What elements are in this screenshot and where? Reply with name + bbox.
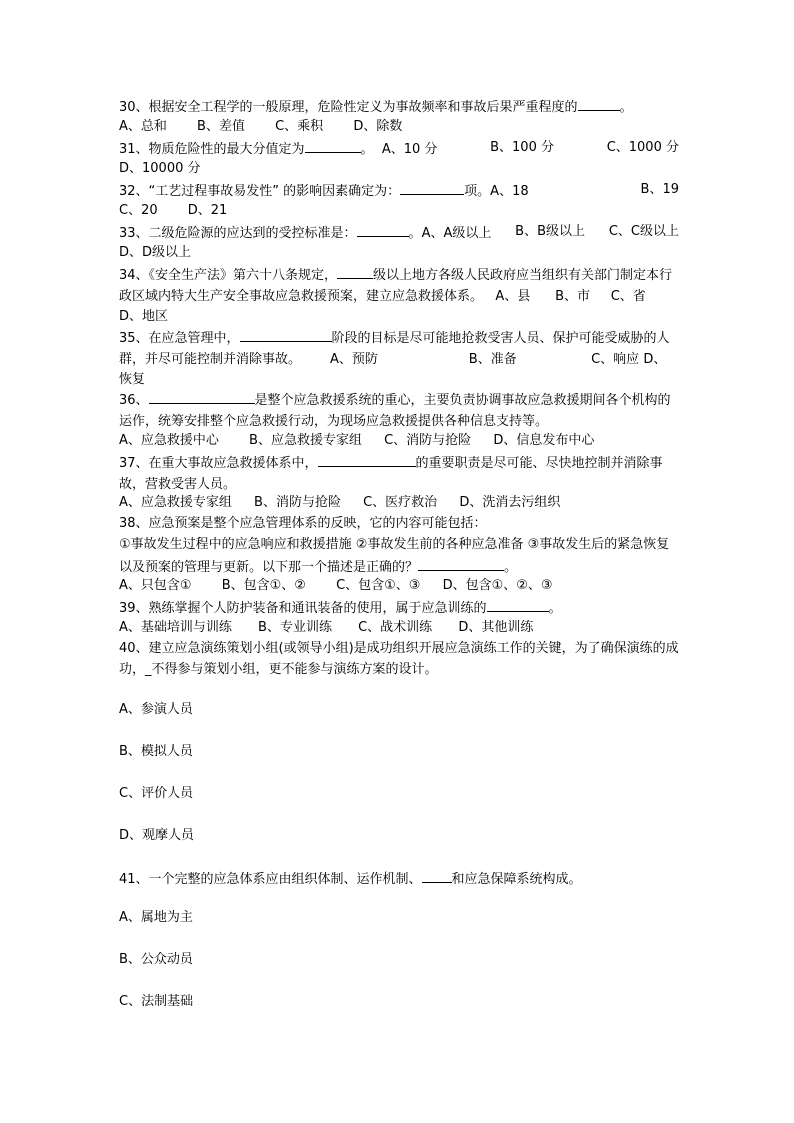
option-c: C、包含①、③ [336, 578, 421, 593]
question-32-options-cont [119, 201, 679, 221]
question-37: 37、在重大事故应急救援体系中， 的重要职责是尽可能、尽快地控制并消除事故，营救受害人员。 [119, 452, 679, 495]
question-32-stem: 32、“工艺过程事故易发性” 的影响因素确定为： 项。A、18 B、19 [119, 182, 679, 199]
question-30-options [119, 117, 679, 137]
answer-blank [418, 556, 504, 571]
question-40-stem: 40、建立应急演练策划小组(或领导小组)是成功组织开展应急演练工作的关键，为了确保演练的成功，_不得参与策划小组，更不能参与演练方案的设计。 [119, 641, 679, 677]
option-a: A、总和 [119, 119, 167, 134]
option-a: A、应急救援中心 [119, 433, 219, 448]
option-a: A、县 [495, 288, 531, 304]
question-38-options [119, 576, 679, 596]
option-b: B、100 分 [490, 140, 554, 155]
answer-blank [422, 868, 452, 883]
option-a: A、只包含① [119, 578, 192, 593]
option-c: C、C级以上 [608, 224, 679, 239]
option-c: C、省 [610, 288, 646, 304]
answer-blank [305, 138, 361, 153]
question-33-options-cont [119, 243, 679, 263]
option-a: A、基础培训与训练 [119, 620, 232, 635]
option-d: D、信息发布中心 [493, 433, 595, 448]
option-c: C、1000 分 [606, 140, 679, 155]
option-b: B、19 [640, 182, 679, 197]
answer-blank [337, 264, 373, 279]
question-39-stem: 39、熟练掌握个人防护装备和通讯装备的使用，属于应急训练的 。 [119, 597, 679, 617]
option-b: B、B级以上 [515, 224, 586, 239]
question-40-option-a: A、参演人员 [119, 702, 193, 717]
option-b: B、应急救援专家组 [249, 433, 362, 448]
question-41-option-b: B、公众动员 [119, 952, 193, 967]
option-b: B、专业训练 [258, 620, 332, 635]
option-c: C、医疗救治 [363, 495, 438, 510]
option-d: D、恢复 [119, 351, 667, 387]
option-d: D、10000 分 [119, 161, 201, 176]
answer-blank [487, 597, 549, 612]
option-b: B、准备 [468, 351, 517, 367]
option-b: B、市 [555, 288, 591, 304]
option-a: A、18 [490, 184, 529, 199]
option-a: A、A级以上 [421, 226, 492, 241]
answer-blank [400, 180, 464, 195]
question-37-options [119, 493, 679, 513]
option-a: A、10 分 [381, 142, 438, 157]
option-c: C、20 [119, 203, 158, 218]
option-c: C、消防与抢险 [384, 433, 472, 448]
question-33-stem: 33、二级危险源的应达到的受控标准是： 。A、A级以上 B、B级以上 C、C级以上 [119, 224, 679, 241]
question-31-stem: 31、物质危险性的最大分值定为 。 A、10 分 B、100 分 C、1000 分 [119, 140, 679, 157]
question-35: 35、在应急管理中， 阶段的目标是尽可能地抢救受害人员、保护可能受威胁的人群，并尽可能控制并消除事故。 A、预防 B、准备 C、响应 D、恢复 [119, 327, 679, 391]
option-d: D、D级以上 [119, 245, 192, 260]
option-d: D、包含①、②、③ [442, 578, 553, 593]
option-b: B、消防与抢险 [254, 495, 341, 510]
question-38-stem: 38、应急预案是整个应急管理体系的反映，它的内容可能包括： [119, 516, 487, 531]
option-d: D、其他训练 [458, 620, 534, 635]
answer-blank [149, 389, 255, 404]
option-b: B、包含①、② [221, 578, 306, 593]
question-34: 34、《安全生产法》第六十八条规定， 级以上地方各级人民政府应当组织有关部门制定本行政区域内特大生产安全事故应急救援预案，建立应急救援体系。 A、县 B、市 C、省 D、地区 [119, 264, 679, 328]
question-36: 36、 是整个应急救援系统的重心，主要负责协调事故应急救援期间各个机构的运作，统筹安排整个应急救援行动，为现场应急救援提供各种信息支持等。 [119, 389, 679, 432]
answer-blank [578, 96, 620, 111]
option-d: D、21 [187, 203, 228, 218]
option-c: C、战术训练 [358, 620, 433, 635]
question-30-stem: 30、根据安全工程学的一般原理，危险性定义为事故频率和事故后果严重程度的 。 [119, 96, 679, 116]
answer-blank [357, 222, 409, 237]
answer-blank [318, 452, 416, 467]
question-40-option-c: C、评价人员 [119, 786, 194, 801]
question-41-option-a: A、属地为主 [119, 910, 193, 925]
option-d: D、除数 [353, 119, 403, 134]
question-40-option-d: D、观摩人员 [119, 828, 195, 843]
question-40-option-b: B、模拟人员 [119, 744, 193, 759]
option-b: B、差值 [197, 119, 245, 134]
question-41-stem: 41、一个完整的应急体系应由组织体制、运作机制、 和应急保障系统构成。 [119, 868, 679, 888]
question-39-options [119, 618, 679, 638]
question-38-body: ①事故发生过程中的应急响应和救援措施 ②事故发生前的各种应急准备 ③事故发生后的紧急恢复以及预案的管理与更新。以下那一个描述是正确的？ 。 [119, 537, 670, 575]
question-31-options-cont [119, 159, 679, 179]
option-d: D、洗消去污组织 [459, 495, 561, 510]
option-d: D、地区 [119, 309, 169, 324]
option-a: A、预防 [329, 351, 378, 367]
option-c: C、响应 [591, 351, 640, 367]
option-c: C、乘积 [275, 119, 324, 134]
answer-blank [240, 327, 332, 342]
question-41-option-c: C、法制基础 [119, 994, 194, 1009]
option-a: A、应急救援专家组 [119, 495, 232, 510]
question-36-options [119, 431, 679, 451]
